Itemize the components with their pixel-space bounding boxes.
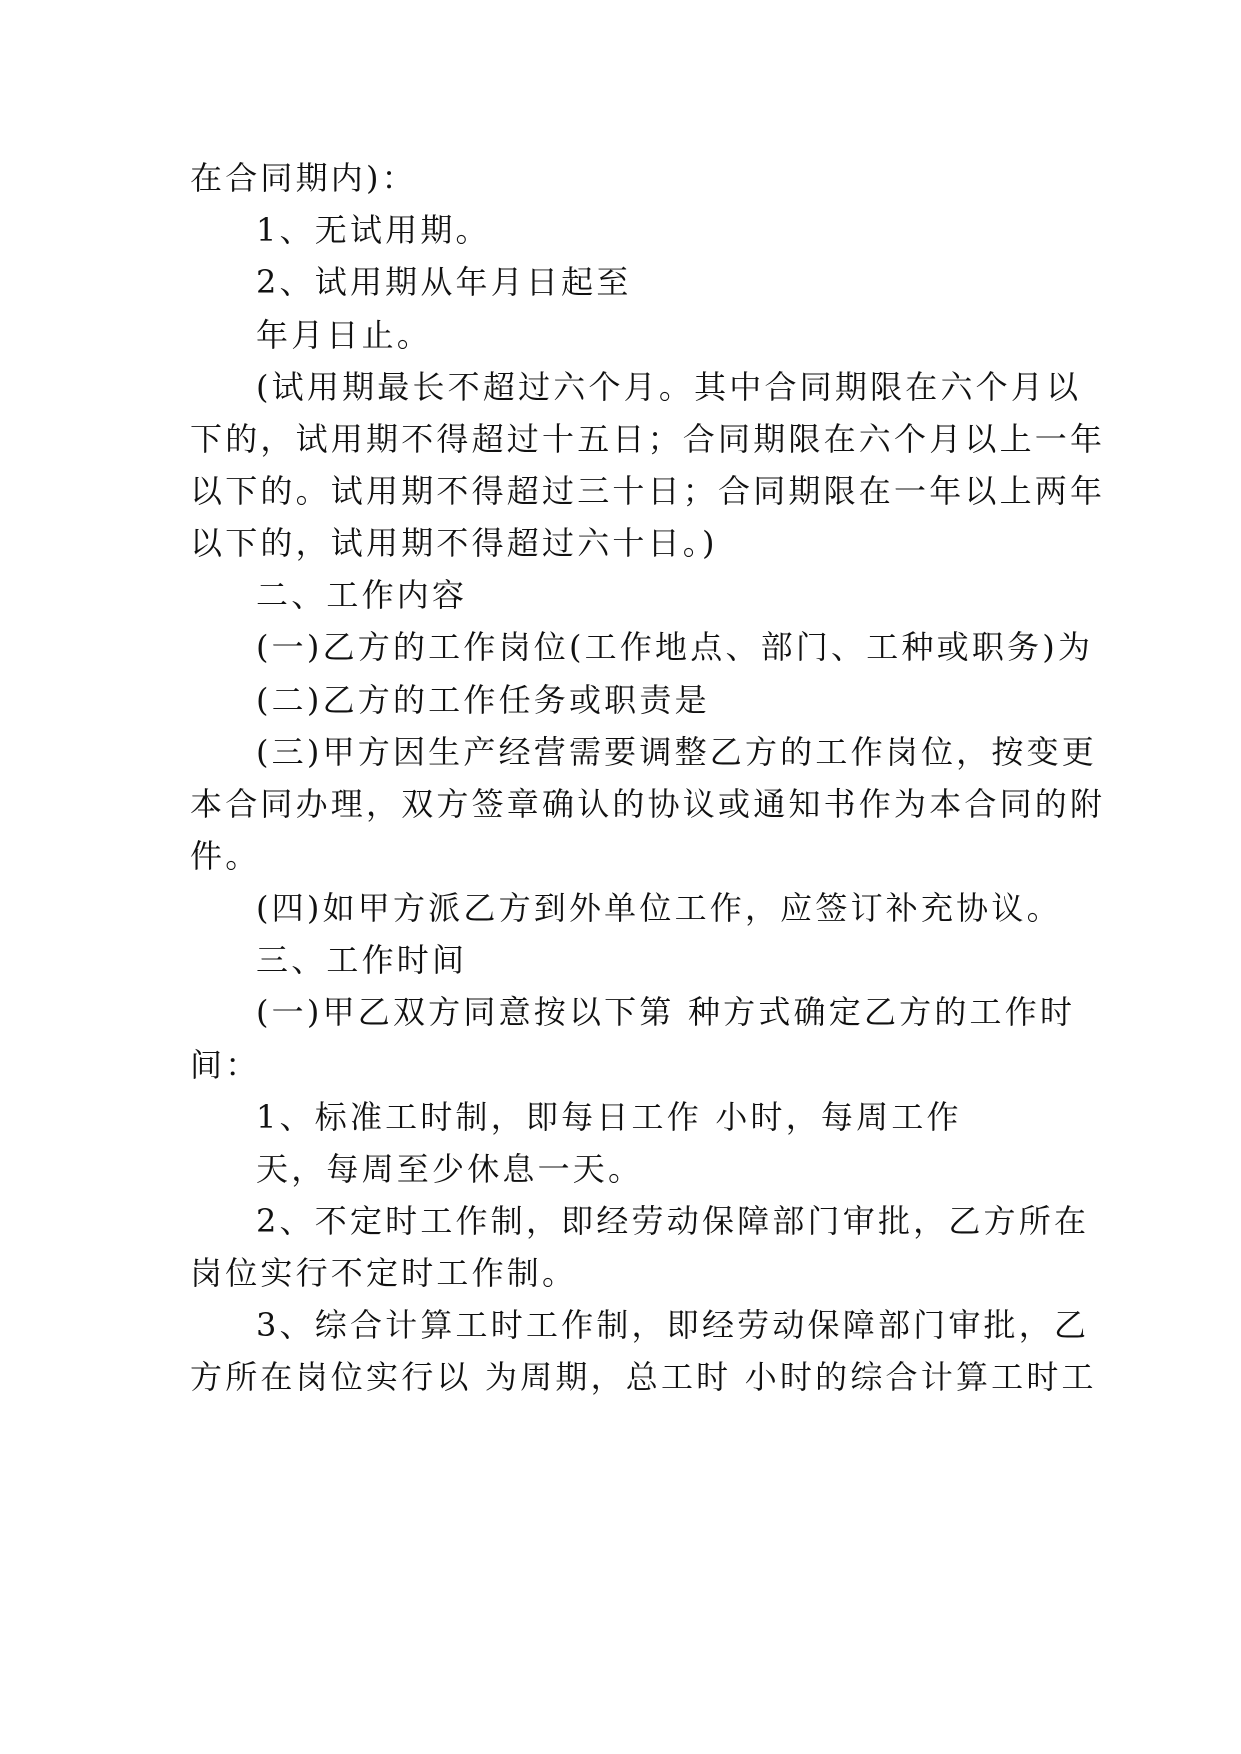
- text-line: 方所在岗位实行以 为周期，总工时 小时的综合计算工时工: [190, 1358, 1097, 1396]
- text-line: 1、标准工时制，即每日工作 小时，每周工作: [256, 1098, 962, 1136]
- text-line: (二)乙方的工作任务或职责是: [256, 681, 710, 719]
- text-line: 2、试用期从年月日起至: [256, 263, 632, 301]
- text-line: (三)甲方因生产经营需要调整乙方的工作岗位，按变更: [256, 733, 1097, 771]
- text-line: 2、不定时工作制，即经劳动保障部门审批，乙方所在: [256, 1202, 1090, 1240]
- text-line: 以下的，试用期不得超过六十日。): [190, 524, 718, 562]
- text-line: 下的，试用期不得超过十五日；合同期限在六个月以上一年: [190, 420, 1106, 458]
- text-line: (一)乙方的工作岗位(工作地点、部门、工种或职务)为: [256, 628, 1094, 666]
- text-line: 1、无试用期。: [256, 211, 491, 249]
- text-line: 岗位实行不定时工作制。: [190, 1254, 578, 1292]
- text-line: (一)甲乙双方同意按以下第 种方式确定乙方的工作时: [256, 993, 1076, 1031]
- text-line: 间：: [190, 1046, 261, 1084]
- text-line: 年月日止。: [256, 316, 433, 354]
- text-line: (四)如甲方派乙方到外单位工作，应签订补充协议。: [256, 889, 1062, 927]
- text-line: 件。: [190, 837, 261, 875]
- text-line: (试用期最长不超过六个月。其中合同期限在六个月以: [256, 368, 1082, 406]
- section-heading: 三、工作时间: [256, 941, 468, 979]
- section-heading: 二、工作内容: [256, 576, 468, 614]
- text-line: 以下的。试用期不得超过三十日；合同期限在一年以上两年: [190, 472, 1106, 510]
- text-line: 本合同办理，双方签章确认的协议或通知书作为本合同的附: [190, 785, 1106, 823]
- text-line: 在合同期内)：: [190, 159, 417, 197]
- text-line: 天，每周至少休息一天。: [256, 1150, 644, 1188]
- text-line: 3、综合计算工时工作制，即经劳动保障部门审批，乙: [256, 1306, 1090, 1344]
